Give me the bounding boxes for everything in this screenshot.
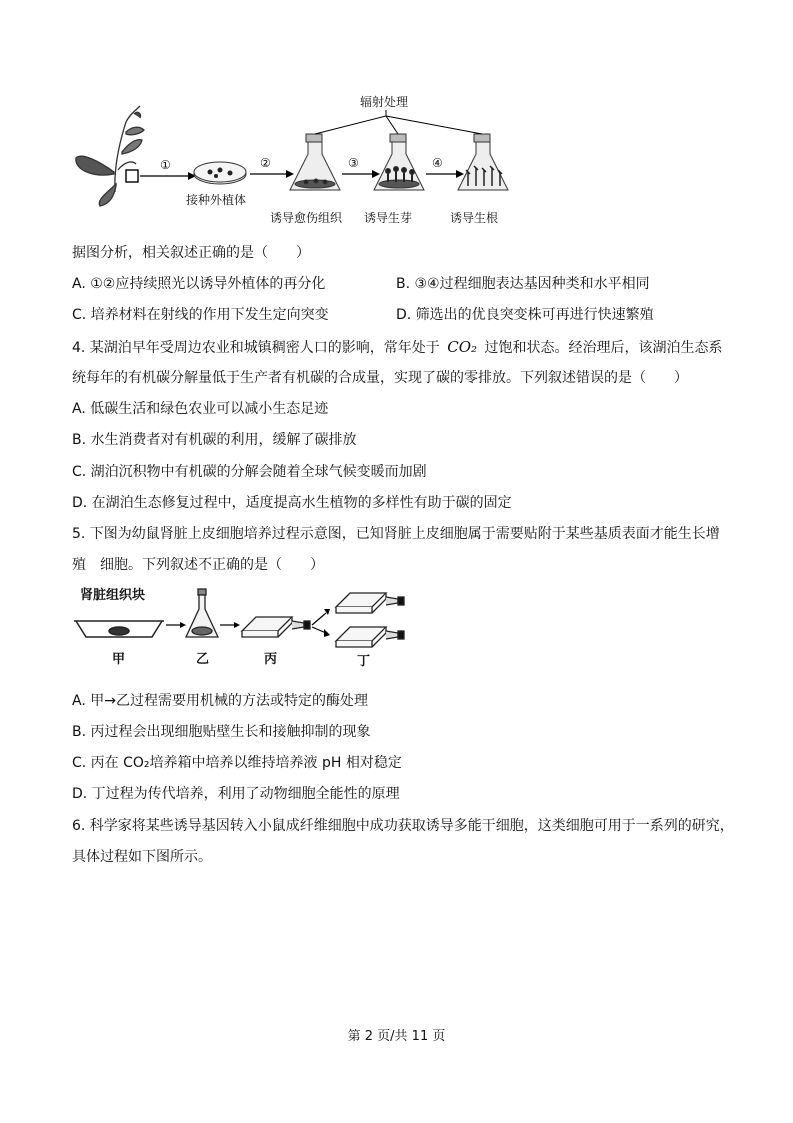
q3-option-d: D. 筛选出的优良突变株可再进行快速繁殖 <box>396 307 654 323</box>
cell-culture-figure <box>72 585 417 675</box>
co2-formula: CO₂ <box>447 338 478 356</box>
caption-root: 诱导生根 <box>450 211 499 225</box>
q5-stem-line1: 5. 下图为幼鼠肾脏上皮细胞培养过程示意图，已知肾脏上皮细胞属于需要贴附于某些基质表面才能生长增 <box>72 526 720 542</box>
q5-option-b: B. 丙过程会出现细胞贴壁生长和接触抑制的现象 <box>72 724 371 740</box>
culture-bottle-bing-icon <box>242 617 310 637</box>
plant-illustration <box>76 106 144 206</box>
culture-bottle-ding-bottom-icon <box>336 627 404 647</box>
q4-stem-part1: 4. 某湖泊早年受周边农业和城镇稠密人口的影响，常年处于 <box>72 340 440 356</box>
flask-shoot-icon <box>374 134 424 190</box>
tissue-culture-figure <box>70 92 510 232</box>
q3-stem: 据图分析，相关叙述正确的是（ ） <box>72 245 310 261</box>
q4-option-c: C. 湖泊沉积物中有机碳的分解会随着全球气候变暖而加剧 <box>72 464 427 480</box>
q4-stem-part2: 过饱和状态。经治理后，该湖泊生态系 <box>484 340 723 356</box>
label-bing: 丙 <box>264 652 278 667</box>
label-jia: 甲 <box>112 652 126 667</box>
flask-yi-icon <box>186 589 218 637</box>
label-yi: 乙 <box>196 652 210 667</box>
dish-jia-icon <box>74 621 164 637</box>
step-2-label: ② <box>260 156 271 170</box>
q4-stem-line2: 统每年的有机碳分解量低于生产者有机碳的合成量，实现了碳的零排放。下列叙述错误的是（ ） <box>72 370 688 386</box>
q5-option-d: D. 丁过程为传代培养，利用了动物细胞全能性的原理 <box>72 786 400 802</box>
step-4-label: ④ <box>432 156 443 170</box>
radiation-label: 辐射处理 <box>360 95 409 109</box>
q6-stem-line1: 6. 科学家将某些诱导基因转入小鼠成纤维细胞中成功获取诱导多能干细胞，这类细胞可用于一系列的研究， <box>72 818 734 834</box>
q5-option-a: A. 甲→乙过程需要用机械的方法或特定的酶处理 <box>72 693 368 709</box>
caption-explant: 接种外植体 <box>186 193 247 207</box>
step-1-label: ① <box>160 158 171 172</box>
q5-option-c: C. 丙在 CO₂培养箱中培养以维持培养液 pH 相对稳定 <box>72 755 402 771</box>
petri-dish-icon <box>194 162 246 184</box>
q3-option-c: C. 培养材料在射线的作用下发生定向突变 <box>72 307 329 323</box>
q4-option-b: B. 水生消费者对有机碳的利用，缓解了碳排放 <box>72 432 357 448</box>
kidney-tissue-label: 肾脏组织块 <box>80 588 146 603</box>
q5-stem-line2: 殖 细胞。下列叙述不正确的是（ ） <box>72 557 324 573</box>
q3-option-b: B. ③④过程细胞表达基因种类和水平相同 <box>396 276 650 292</box>
q4-stem-line1 <box>72 338 723 357</box>
culture-bottle-ding-top-icon <box>336 593 404 613</box>
step-3-label: ③ <box>348 156 359 170</box>
label-ding: 丁 <box>357 654 371 669</box>
flask-callus-icon <box>290 134 340 190</box>
caption-callus: 诱导愈伤组织 <box>270 211 343 225</box>
flask-root-icon <box>458 134 508 190</box>
page-footer: 第 2 页/共 11 页 <box>347 1029 446 1044</box>
q4-option-d: D. 在湖泊生态修复过程中，适度提高水生植物的多样性有助于碳的固定 <box>72 495 512 511</box>
q3-option-a: A. ①②应持续照光以诱导外植体的再分化 <box>72 276 326 292</box>
q6-stem-line2: 具体过程如下图所示。 <box>72 849 212 865</box>
q4-option-a: A. 低碳生活和绿色农业可以减小生态足迹 <box>72 401 329 417</box>
caption-shoot: 诱导生芽 <box>364 211 413 225</box>
